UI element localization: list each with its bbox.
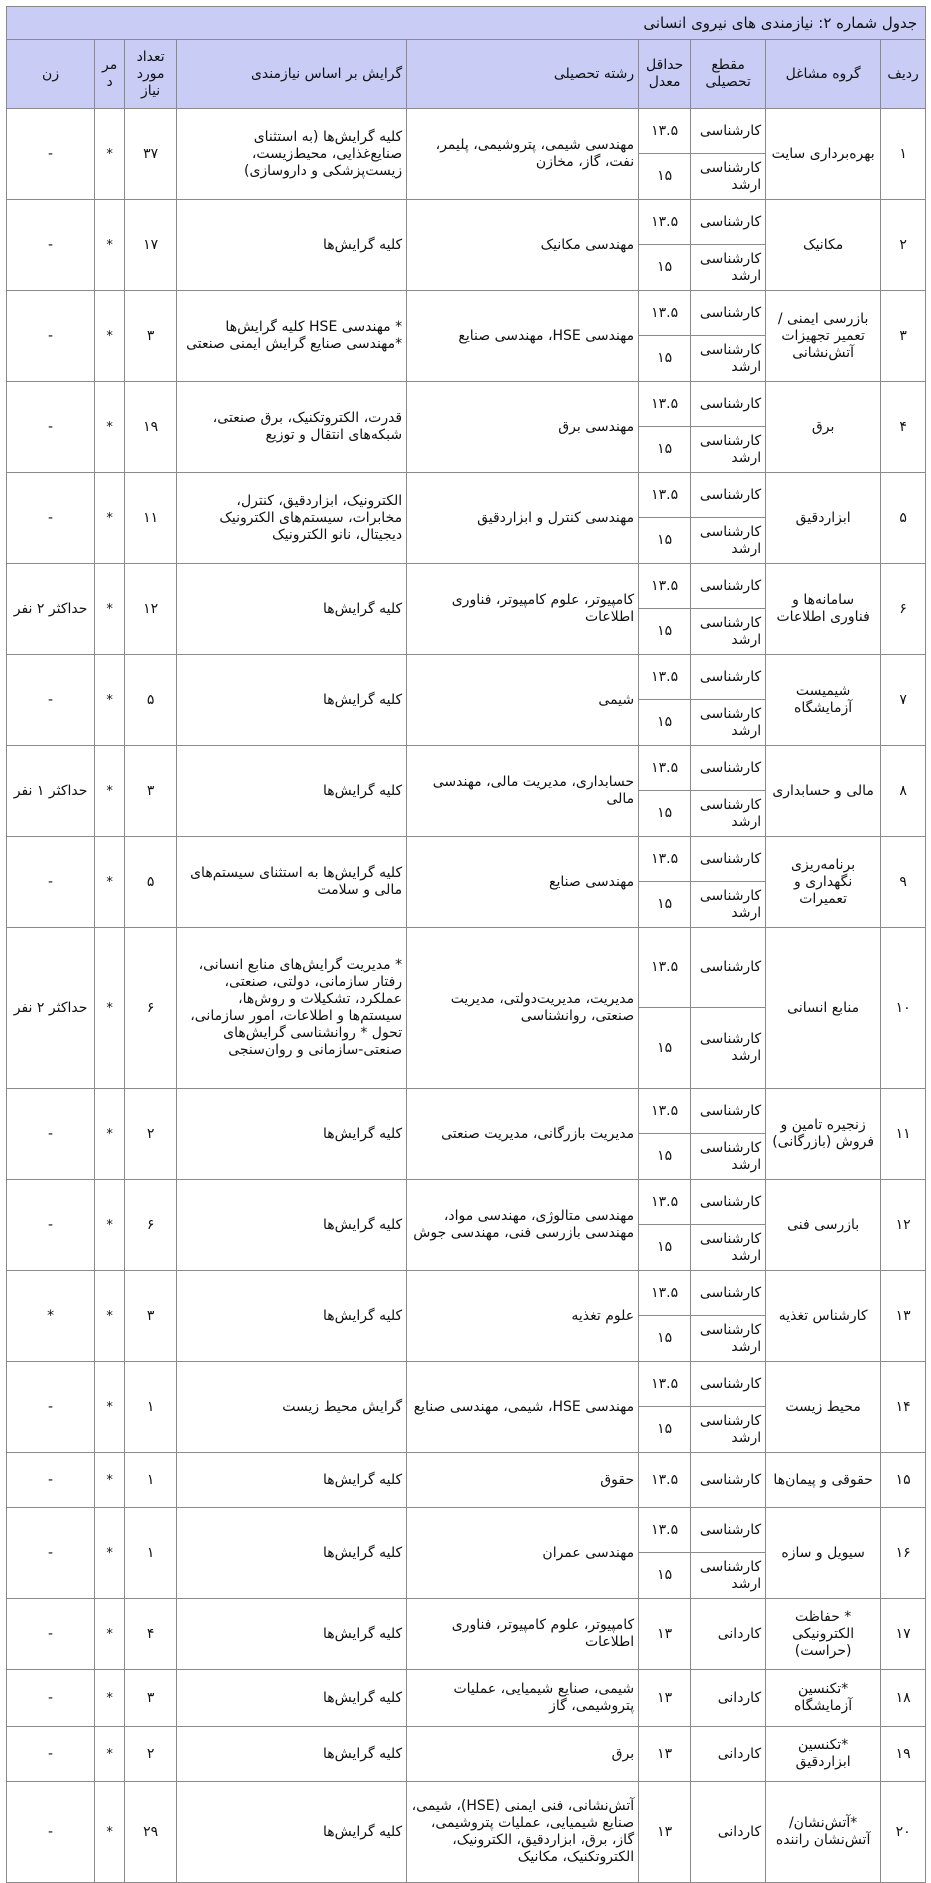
cell-male: * [95, 1670, 125, 1727]
cell-group: کارشناس تغذیه [766, 1271, 881, 1362]
cell-female: - [7, 382, 95, 473]
cell-gpa: ۱۳.۵ [639, 291, 691, 336]
cell-female: - [7, 1180, 95, 1271]
cell-count: ۱ [125, 1453, 177, 1508]
cell-degree: کارشناسی ارشد [691, 154, 766, 200]
cell-radif: ۲۰ [881, 1782, 926, 1883]
cell-field: مهندسی شیمی، پتروشیمی، پلیمر، نفت، گاز، مخازن [407, 109, 639, 200]
cell-spec: کلیه گرایش‌ها [177, 1782, 407, 1883]
cell-male: * [95, 746, 125, 837]
table-row [7, 473, 926, 518]
cell-degree: کارشناسی [691, 1089, 766, 1134]
cell-group: *آتش‌نشان/ آتش‌نشان راننده [766, 1782, 881, 1883]
cell-degree: کارشناسی [691, 1508, 766, 1553]
cell-field: مهندسی برق [407, 382, 639, 473]
cell-gpa: ۱۳.۵ [639, 928, 691, 1008]
cell-degree: کارشناسی [691, 109, 766, 154]
cell-degree: کارشناسی [691, 200, 766, 245]
cell-male: * [95, 291, 125, 382]
cell-male: * [95, 1727, 125, 1782]
cell-radif: ۳ [881, 291, 926, 382]
cell-gpa: ۱۳.۵ [639, 837, 691, 882]
cell-radif: ۲ [881, 200, 926, 291]
cell-male: * [95, 1508, 125, 1599]
cell-female: - [7, 655, 95, 746]
cell-group: *تکنسین آزمایشگاه [766, 1670, 881, 1727]
cell-degree: کارشناسی ارشد [691, 1316, 766, 1362]
cell-degree: کارشناسی ارشد [691, 518, 766, 564]
cell-count: ۲ [125, 1727, 177, 1782]
cell-count: ۳ [125, 1670, 177, 1727]
cell-gpa: ۱۵ [639, 791, 691, 837]
cell-gpa: ۱۳.۵ [639, 1453, 691, 1508]
cell-female: - [7, 109, 95, 200]
table-row [7, 1089, 926, 1134]
cell-gpa: ۱۳.۵ [639, 1362, 691, 1407]
cell-radif: ۶ [881, 564, 926, 655]
cell-gpa: ۱۵ [639, 154, 691, 200]
cell-field: مهندسی مکانیک [407, 200, 639, 291]
cell-degree: کارشناسی ارشد [691, 1008, 766, 1089]
cell-field: مهندسی متالوژی، مهندسی مواد، مهندسی بازرسی فنی، مهندسی جوش [407, 1180, 639, 1271]
cell-gpa: ۱۳.۵ [639, 1271, 691, 1316]
cell-gpa: ۱۵ [639, 1225, 691, 1271]
cell-female: - [7, 1362, 95, 1453]
cell-gpa: ۱۳.۵ [639, 746, 691, 791]
cell-field: مهندسی کنترل و ابزاردقیق [407, 473, 639, 564]
cell-count: ۶ [125, 928, 177, 1089]
cell-female: حداکثر ۱ نفر [7, 746, 95, 837]
cell-count: ۳ [125, 291, 177, 382]
cell-count: ۳ [125, 1271, 177, 1362]
table-row [7, 837, 926, 882]
cell-count: ۱۷ [125, 200, 177, 291]
cell-gpa: ۱۳.۵ [639, 109, 691, 154]
cell-count: ۲ [125, 1089, 177, 1180]
cell-female: - [7, 1670, 95, 1727]
header-spec: گرایش بر اساس نیازمندی [177, 40, 407, 109]
cell-male: * [95, 655, 125, 746]
cell-female: - [7, 1089, 95, 1180]
cell-radif: ۱۲ [881, 1180, 926, 1271]
cell-group: بازرسی فنی [766, 1180, 881, 1271]
cell-spec: کلیه گرایش‌ها [177, 1271, 407, 1362]
cell-degree: کارشناسی [691, 473, 766, 518]
cell-female: * [7, 1271, 95, 1362]
cell-spec: کلیه گرایش‌ها [177, 1670, 407, 1727]
cell-radif: ۱۶ [881, 1508, 926, 1599]
table-row [7, 382, 926, 427]
cell-degree: کارشناسی ارشد [691, 1553, 766, 1599]
header-row [7, 40, 926, 109]
header-degree: مقطع تحصیلی [691, 40, 766, 109]
table-container [6, 6, 925, 1883]
cell-male: * [95, 1089, 125, 1180]
cell-spec: کلیه گرایش‌ها [177, 1599, 407, 1670]
table-row [7, 200, 926, 245]
cell-degree: کارشناسی ارشد [691, 245, 766, 291]
cell-gpa: ۱۵ [639, 245, 691, 291]
table-row [7, 1362, 926, 1407]
cell-degree: کارشناسی ارشد [691, 1407, 766, 1453]
cell-group: محیط زیست [766, 1362, 881, 1453]
cell-gpa: ۱۵ [639, 609, 691, 655]
cell-radif: ۱۵ [881, 1453, 926, 1508]
cell-field: شیمی، صنایع شیمیایی، عملیات پتروشیمی، گاز [407, 1670, 639, 1727]
cell-gpa: ۱۳ [639, 1727, 691, 1782]
table-body [7, 109, 926, 1883]
table-row [7, 291, 926, 336]
cell-gpa: ۱۳.۵ [639, 200, 691, 245]
cell-male: * [95, 1362, 125, 1453]
cell-degree: کارشناسی [691, 382, 766, 427]
cell-radif: ۱ [881, 109, 926, 200]
cell-spec: کلیه گرایش‌ها (به استثنای صنایع‌غذایی، محیط‌زیست، زیست‌پزشکی و داروسازی) [177, 109, 407, 200]
cell-gpa: ۱۳ [639, 1599, 691, 1670]
cell-group: شیمیست آزمایشگاه [766, 655, 881, 746]
cell-male: * [95, 382, 125, 473]
cell-spec: کلیه گرایش‌ها [177, 200, 407, 291]
cell-count: ۳۷ [125, 109, 177, 200]
cell-female: - [7, 200, 95, 291]
cell-male: * [95, 1180, 125, 1271]
table-row [7, 564, 926, 609]
cell-male: * [95, 1271, 125, 1362]
header-male: مرد [95, 40, 125, 109]
cell-radif: ۱۳ [881, 1271, 926, 1362]
cell-field: مهندسی عمران [407, 1508, 639, 1599]
cell-group: سامانه‌ها و فناوری اطلاعات [766, 564, 881, 655]
cell-female: - [7, 473, 95, 564]
cell-spec: کلیه گرایش‌ها [177, 1453, 407, 1508]
cell-female: - [7, 1782, 95, 1883]
cell-spec: کلیه گرایش‌ها [177, 1089, 407, 1180]
cell-gpa: ۱۳ [639, 1782, 691, 1883]
cell-field: شیمی [407, 655, 639, 746]
cell-gpa: ۱۵ [639, 1134, 691, 1180]
cell-degree: کارشناسی [691, 746, 766, 791]
cell-group: زنجیره تامین و فروش (بازرگانی) [766, 1089, 881, 1180]
cell-female: - [7, 1599, 95, 1670]
cell-gpa: ۱۳.۵ [639, 382, 691, 427]
cell-radif: ۱۷ [881, 1599, 926, 1670]
cell-count: ۳ [125, 746, 177, 837]
cell-count: ۱ [125, 1362, 177, 1453]
cell-degree: کارشناسی ارشد [691, 1134, 766, 1180]
cell-degree: کارشناسی [691, 928, 766, 1008]
cell-radif: ۱۰ [881, 928, 926, 1089]
cell-field: مدیریت بازرگانی، مدیریت صنعتی [407, 1089, 639, 1180]
table-row [7, 1271, 926, 1316]
cell-gpa: ۱۵ [639, 1008, 691, 1089]
cell-group: برق [766, 382, 881, 473]
cell-degree: کارشناسی ارشد [691, 1225, 766, 1271]
cell-spec: * مدیریت گرایش‌های منابع انسانی، رفتار سازمانی، دولتی، صنعتی، عملکرد، تشکیلات و روش‌ها، سیستم‌ها و اطلاعات، امور سازمانی، تحول * روانشناسی گرایش‌های صنعتی-سازمانی و روان‌سنجی [177, 928, 407, 1089]
cell-male: * [95, 1782, 125, 1883]
cell-group: سیویل و سازه [766, 1508, 881, 1599]
cell-degree: کارشناسی [691, 837, 766, 882]
cell-degree: کاردانی [691, 1599, 766, 1670]
cell-field: مهندسی HSE، شیمی، مهندسی صنایع [407, 1362, 639, 1453]
table-row [7, 1599, 926, 1670]
cell-degree: کاردانی [691, 1727, 766, 1782]
cell-spec: کلیه گرایش‌ها [177, 746, 407, 837]
cell-degree: کارشناسی ارشد [691, 336, 766, 382]
cell-degree: کارشناسی ارشد [691, 609, 766, 655]
table-row [7, 746, 926, 791]
cell-radif: ۱۹ [881, 1727, 926, 1782]
cell-gpa: ۱۳.۵ [639, 1089, 691, 1134]
cell-group: بازرسی ایمنی / تعمیر تجهیزات آتش‌نشانی [766, 291, 881, 382]
cell-radif: ۸ [881, 746, 926, 837]
cell-group: برنامه‌ریزی نگهداری و تعمیرات [766, 837, 881, 928]
table-row [7, 1782, 926, 1883]
cell-gpa: ۱۵ [639, 1407, 691, 1453]
cell-male: * [95, 928, 125, 1089]
cell-spec: الکترونیک، ابزاردقیق، کنترل، مخابرات، سیستم‌های الکترونیک دیجیتال، نانو الکترونیک [177, 473, 407, 564]
cell-degree: کارشناسی [691, 1180, 766, 1225]
cell-male: * [95, 200, 125, 291]
cell-count: ۲۹ [125, 1782, 177, 1883]
requirements-table [6, 6, 926, 1883]
cell-spec: کلیه گرایش‌ها [177, 1180, 407, 1271]
cell-female: حداکثر ۲ نفر [7, 564, 95, 655]
cell-male: * [95, 1599, 125, 1670]
header-count: تعداد مورد نیاز [125, 40, 177, 109]
table-row [7, 928, 926, 1008]
cell-spec: کلیه گرایش‌ها [177, 1727, 407, 1782]
table-row [7, 1670, 926, 1727]
cell-radif: ۱۴ [881, 1362, 926, 1453]
cell-gpa: ۱۵ [639, 1316, 691, 1362]
header-radif: ردیف [881, 40, 926, 109]
cell-count: ۱۱ [125, 473, 177, 564]
cell-radif: ۱۱ [881, 1089, 926, 1180]
cell-degree: کارشناسی ارشد [691, 427, 766, 473]
cell-group: منابع انسانی [766, 928, 881, 1089]
cell-radif: ۹ [881, 837, 926, 928]
cell-spec: گرایش محیط زیست [177, 1362, 407, 1453]
cell-group: * حفاظت الکترونیکی (حراست) [766, 1599, 881, 1670]
cell-field: حسابداری، مدیریت مالی، مهندسی مالی [407, 746, 639, 837]
cell-female: حداکثر ۲ نفر [7, 928, 95, 1089]
cell-field: مدیریت، مدیریت‌دولتی، مدیریت صنعتی، روانشناسی [407, 928, 639, 1089]
cell-female: - [7, 1453, 95, 1508]
cell-count: ۱۹ [125, 382, 177, 473]
cell-gpa: ۱۳.۵ [639, 473, 691, 518]
cell-female: - [7, 1727, 95, 1782]
cell-count: ۴ [125, 1599, 177, 1670]
cell-gpa: ۱۵ [639, 427, 691, 473]
cell-female: - [7, 291, 95, 382]
cell-gpa: ۱۵ [639, 336, 691, 382]
cell-gpa: ۱۳.۵ [639, 1180, 691, 1225]
cell-degree: کارشناسی ارشد [691, 882, 766, 928]
cell-count: ۱۲ [125, 564, 177, 655]
cell-gpa: ۱۳.۵ [639, 1508, 691, 1553]
cell-degree: کاردانی [691, 1782, 766, 1883]
cell-degree: کارشناسی [691, 291, 766, 336]
cell-field: کامپیوتر، علوم کامپیوتر، فناوری اطلاعات [407, 564, 639, 655]
cell-degree: کارشناسی [691, 564, 766, 609]
cell-degree: کارشناسی [691, 1362, 766, 1407]
cell-male: * [95, 473, 125, 564]
cell-degree: کارشناسی ارشد [691, 700, 766, 746]
cell-radif: ۴ [881, 382, 926, 473]
table-row [7, 1453, 926, 1508]
header-female: زن [7, 40, 95, 109]
table-title: جدول شماره ۲: نیازمندی های نیروی انسانی [7, 7, 926, 40]
cell-male: * [95, 837, 125, 928]
cell-count: ۵ [125, 655, 177, 746]
cell-gpa: ۱۵ [639, 518, 691, 564]
header-group: گروه مشاغل [766, 40, 881, 109]
table-row [7, 1727, 926, 1782]
cell-male: * [95, 564, 125, 655]
cell-radif: ۵ [881, 473, 926, 564]
table-row [7, 1508, 926, 1553]
cell-group: مالی و حسابداری [766, 746, 881, 837]
cell-gpa: ۱۵ [639, 700, 691, 746]
cell-degree: کارشناسی [691, 1453, 766, 1508]
cell-count: ۱ [125, 1508, 177, 1599]
cell-group: مکانیک [766, 200, 881, 291]
header-field: رشته تحصیلی [407, 40, 639, 109]
cell-degree: کارشناسی [691, 655, 766, 700]
cell-spec: کلیه گرایش‌ها [177, 1508, 407, 1599]
header-gpa: حداقل معدل [639, 40, 691, 109]
cell-gpa: ۱۳.۵ [639, 655, 691, 700]
cell-count: ۵ [125, 837, 177, 928]
table-row [7, 1180, 926, 1225]
cell-gpa: ۱۵ [639, 882, 691, 928]
cell-female: - [7, 837, 95, 928]
cell-field: حقوق [407, 1453, 639, 1508]
cell-field: مهندسی صنایع [407, 837, 639, 928]
cell-count: ۶ [125, 1180, 177, 1271]
cell-spec: * مهندسی HSE کلیه گرایش‌ها *مهندسی صنایع گرایش ایمنی صنعتی [177, 291, 407, 382]
cell-spec: قدرت، الکتروتکنیک، برق صنعتی، شبکه‌های انتقال و توزیع [177, 382, 407, 473]
cell-group: بهره‌برداری سایت [766, 109, 881, 200]
cell-spec: کلیه گرایش‌ها [177, 655, 407, 746]
cell-field: علوم تغذیه [407, 1271, 639, 1362]
cell-gpa: ۱۳.۵ [639, 564, 691, 609]
cell-female: - [7, 1508, 95, 1599]
cell-degree: کارشناسی ارشد [691, 791, 766, 837]
cell-group: حقوقی و پیمان‌ها [766, 1453, 881, 1508]
cell-gpa: ۱۵ [639, 1553, 691, 1599]
cell-radif: ۷ [881, 655, 926, 746]
cell-degree: کارشناسی [691, 1271, 766, 1316]
cell-field: مهندسی HSE، مهندسی صنایع [407, 291, 639, 382]
table-row [7, 655, 926, 700]
cell-spec: کلیه گرایش‌ها [177, 564, 407, 655]
cell-group: *تکنسین ابزاردقیق [766, 1727, 881, 1782]
cell-field: کامپیوتر، علوم کامپیوتر، فناوری اطلاعات [407, 1599, 639, 1670]
cell-male: * [95, 109, 125, 200]
cell-radif: ۱۸ [881, 1670, 926, 1727]
cell-spec: کلیه گرایش‌ها به استثنای سیستم‌های مالی و سلامت [177, 837, 407, 928]
table-row [7, 109, 926, 154]
cell-degree: کاردانی [691, 1670, 766, 1727]
cell-group: ابزاردقیق [766, 473, 881, 564]
cell-gpa: ۱۳ [639, 1670, 691, 1727]
cell-male: * [95, 1453, 125, 1508]
cell-field: برق [407, 1727, 639, 1782]
cell-field: آتش‌نشانی، فنی ایمنی (HSE)، شیمی، صنایع شیمیایی، عملیات پتروشیمی، گاز، برق، ابزاردقیق، الکترونیک، الکتروتکنیک، مکانیک [407, 1782, 639, 1883]
